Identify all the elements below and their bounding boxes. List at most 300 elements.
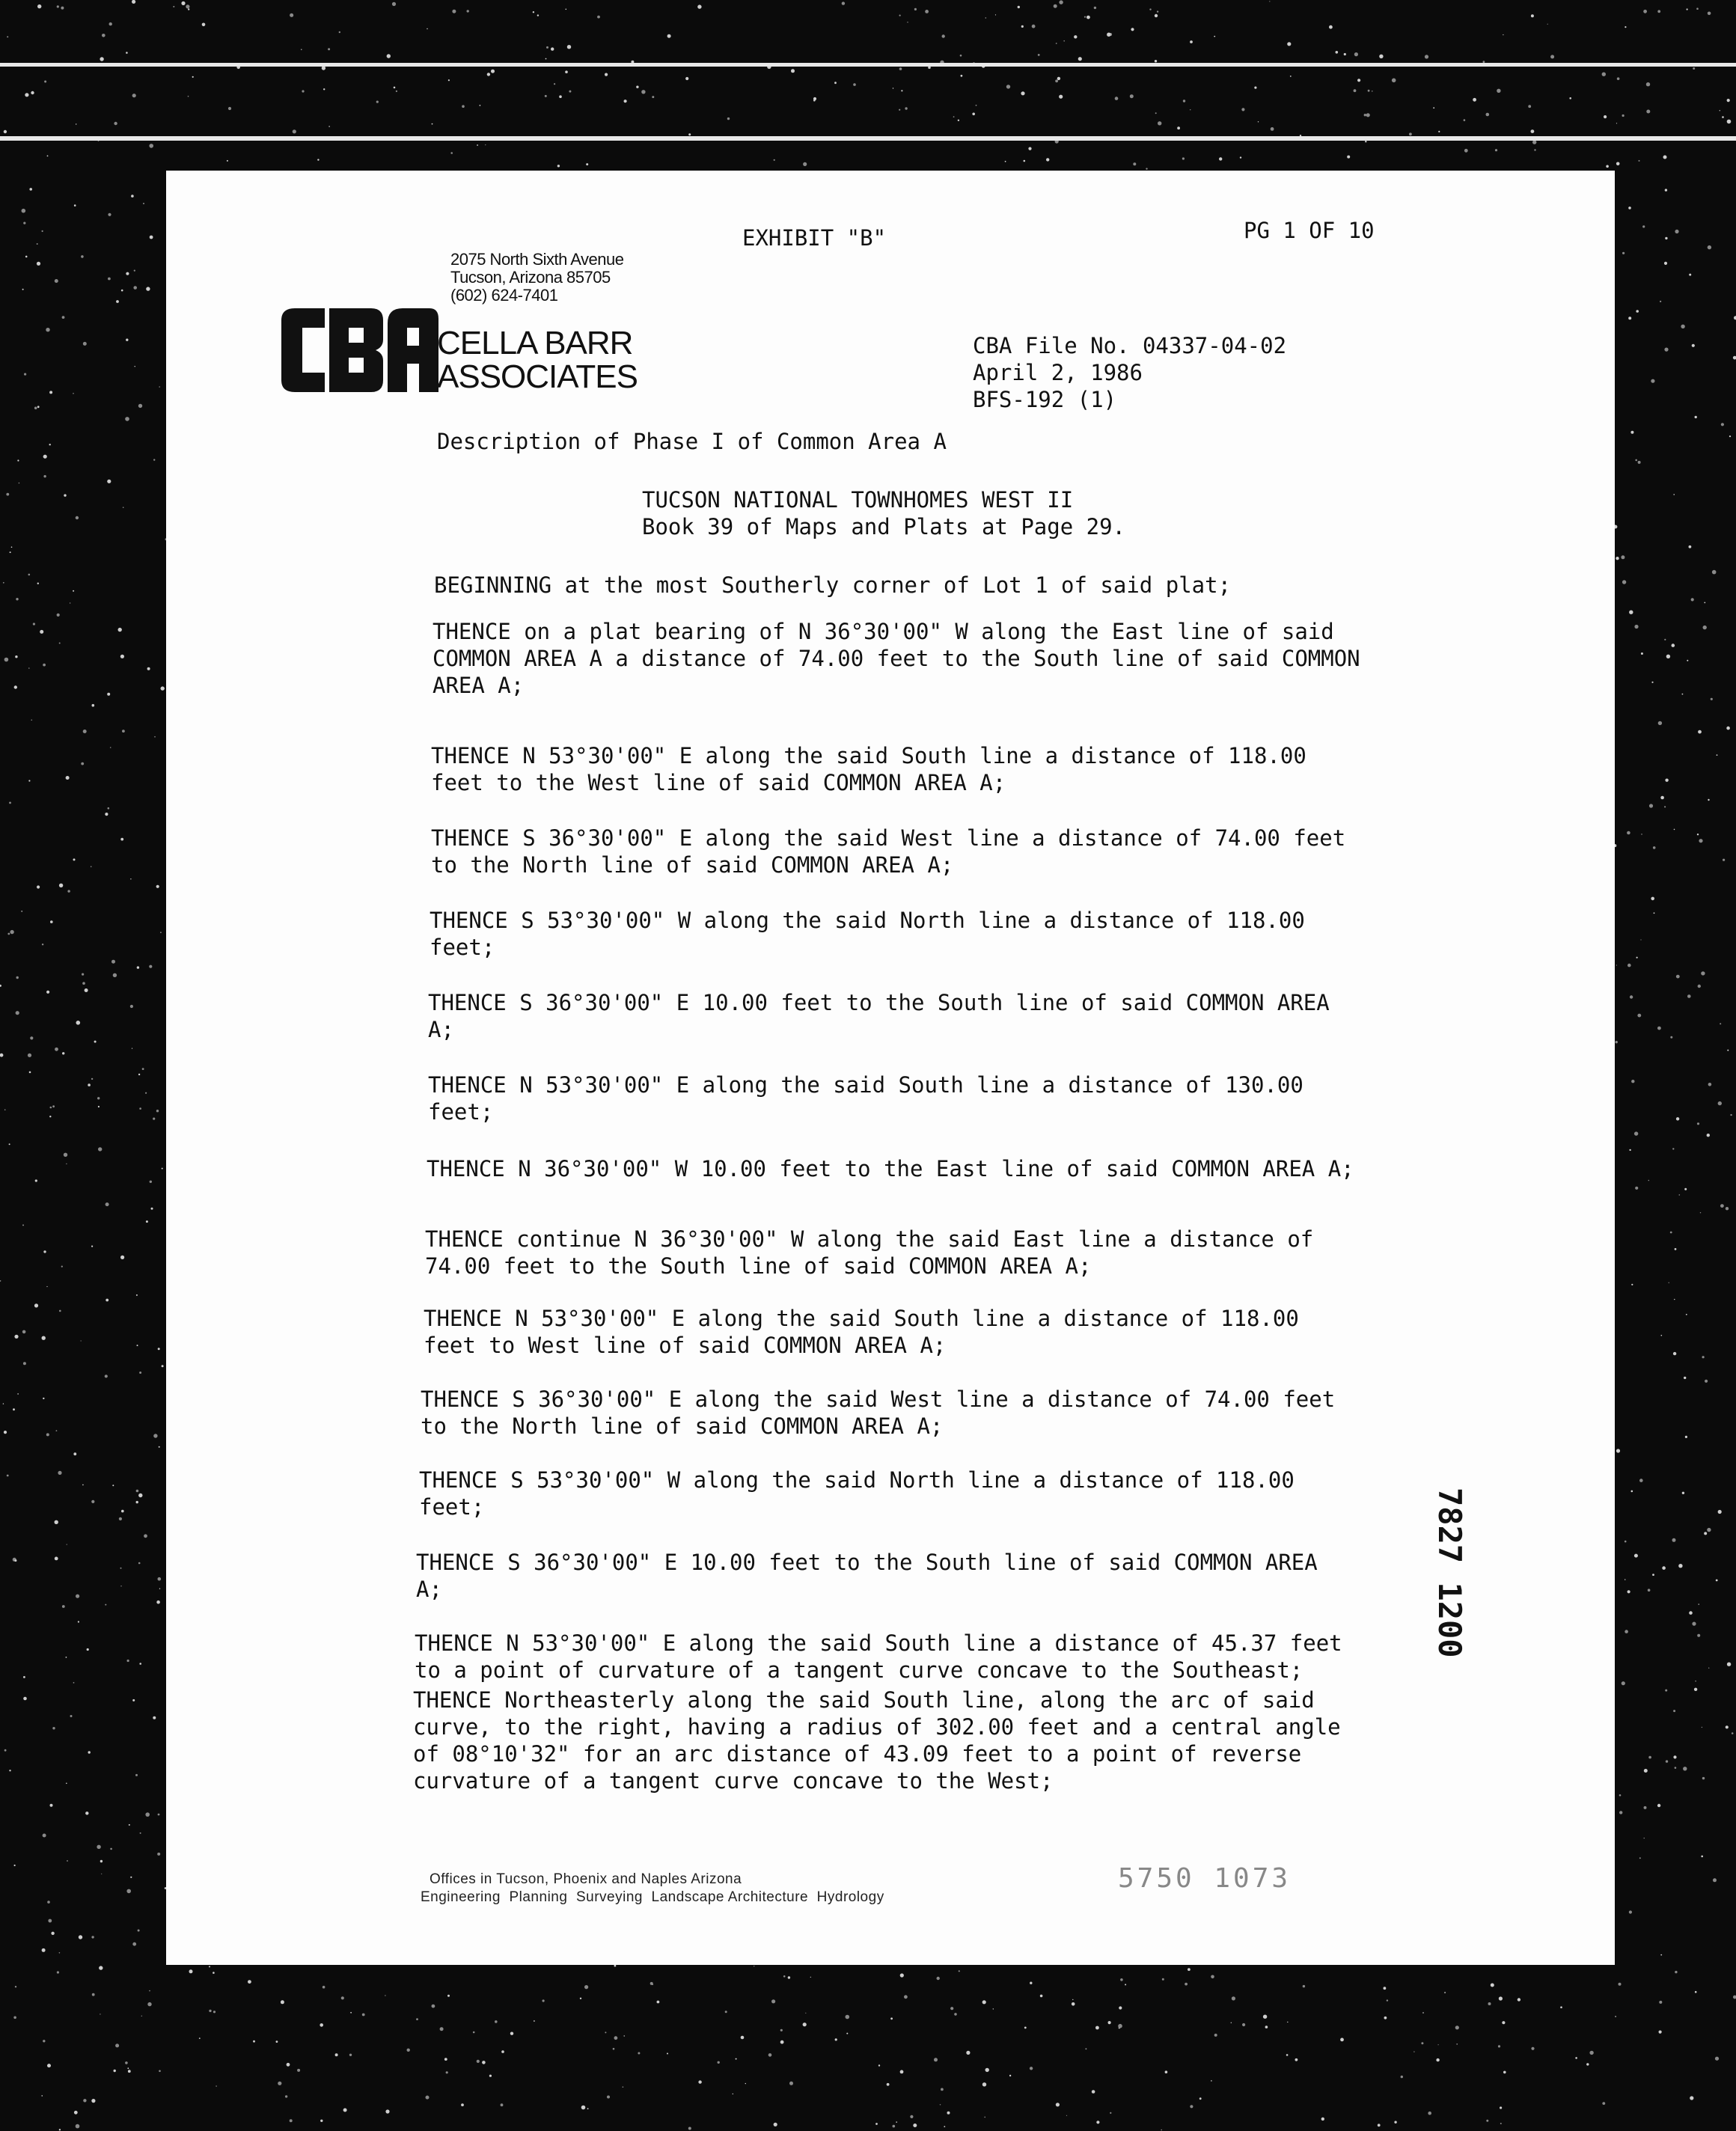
noise-speck — [22, 209, 26, 213]
noise-speck — [58, 1471, 61, 1475]
noise-speck — [1689, 545, 1692, 548]
noise-speck — [636, 86, 638, 88]
noise-speck — [91, 1078, 93, 1080]
noise-speck — [73, 1682, 75, 1684]
noise-speck — [76, 516, 79, 519]
noise-speck — [376, 101, 379, 103]
noise-speck — [362, 2014, 365, 2017]
noise-speck — [121, 290, 123, 292]
noise-speck — [146, 287, 150, 290]
noise-speck — [59, 1952, 61, 1954]
noise-speck — [580, 1998, 581, 1999]
paragraph-2-line-3: AREA A; — [433, 673, 525, 698]
noise-speck — [1030, 1982, 1032, 1984]
noise-speck — [1329, 25, 1333, 29]
noise-speck — [1021, 25, 1024, 28]
noise-speck — [1698, 985, 1701, 988]
noise-speck — [1586, 2063, 1589, 2065]
noise-speck — [145, 1812, 150, 1817]
noise-speck — [1357, 79, 1360, 82]
noise-speck — [652, 1984, 653, 1985]
noise-speck — [1368, 90, 1370, 92]
noise-speck — [16, 598, 18, 600]
noise-speck — [1675, 1767, 1677, 1769]
noise-speck — [1109, 33, 1112, 36]
noise-speck — [1384, 1987, 1387, 1990]
noise-speck — [1695, 1991, 1697, 1993]
noise-speck — [57, 1971, 59, 1973]
noise-speck — [13, 1558, 16, 1562]
noise-speck — [1456, 2043, 1458, 2045]
noise-speck — [1621, 555, 1625, 559]
noise-speck — [736, 2058, 737, 2060]
noise-speck — [1040, 1995, 1043, 1998]
noise-speck — [1702, 1356, 1705, 1358]
noise-speck — [1703, 626, 1707, 629]
subdivision-name: TUCSON NATIONAL TOWNHOMES WEST II — [642, 487, 1074, 513]
noise-speck — [138, 1493, 142, 1497]
noise-speck — [1726, 727, 1730, 730]
noise-speck — [22, 1224, 24, 1226]
noise-speck — [899, 15, 901, 16]
noise-speck — [1630, 995, 1633, 998]
noise-speck — [137, 1345, 138, 1346]
noise-speck — [118, 628, 122, 632]
noise-speck — [1727, 120, 1732, 124]
noise-speck — [66, 776, 70, 780]
noise-speck — [1622, 1681, 1625, 1685]
noise-speck — [842, 1, 845, 4]
paragraph-4-line-2: to the North line of said COMMON AREA A; — [431, 852, 954, 878]
noise-speck — [1695, 416, 1697, 418]
noise-speck — [29, 188, 32, 191]
noise-speck — [1646, 82, 1650, 86]
noise-speck — [78, 1621, 79, 1622]
noise-speck — [1628, 1590, 1630, 1593]
noise-speck — [1146, 168, 1147, 169]
noise-speck — [1660, 1954, 1662, 1956]
paragraph-12-line-2: feet; — [419, 1494, 485, 1520]
noise-speck — [1344, 53, 1346, 55]
noise-speck — [910, 2115, 913, 2118]
noise-speck — [37, 4, 41, 8]
noise-speck — [158, 1814, 160, 1816]
noise-speck — [151, 1208, 153, 1210]
noise-speck — [30, 1036, 33, 1039]
noise-speck — [132, 0, 135, 4]
firm-name-line1: CELLA BARR — [437, 325, 633, 361]
noise-speck — [1659, 2001, 1662, 2004]
noise-speck — [1699, 839, 1702, 843]
noise-speck — [900, 2070, 904, 2074]
noise-speck — [328, 48, 330, 50]
noise-speck — [501, 2103, 504, 2106]
page-indicator: PG 1 OF 10 — [1244, 218, 1375, 243]
noise-speck — [13, 2017, 16, 2020]
noise-speck — [43, 2040, 45, 2042]
noise-speck — [138, 404, 142, 408]
noise-speck — [1721, 423, 1724, 426]
paragraph-5-line-1: THENCE S 53°30'00" W along the said North line a distance of 118.00 — [430, 908, 1305, 933]
noise-speck — [1500, 2123, 1502, 2124]
firm-name-line2: ASSOCIATES — [437, 358, 638, 395]
noise-speck — [995, 14, 996, 15]
noise-speck — [11, 546, 13, 548]
noise-speck — [1161, 2130, 1162, 2131]
noise-speck — [138, 1562, 141, 1565]
noise-speck — [138, 1930, 140, 1932]
noise-speck — [43, 1250, 46, 1253]
noise-speck — [1622, 114, 1625, 117]
noise-speck — [1119, 2027, 1120, 2028]
noise-speck — [91, 1936, 94, 1938]
noise-speck — [1421, 2042, 1423, 2044]
noise-speck — [138, 1074, 140, 1075]
noise-speck — [638, 2052, 640, 2055]
noise-speck — [447, 1995, 450, 1997]
noise-speck — [14, 685, 17, 688]
noise-speck — [887, 2083, 890, 2086]
reference-number: BFS-192 (1) — [973, 387, 1117, 412]
noise-speck — [1438, 2044, 1439, 2045]
subdivision-book: Book 39 of Maps and Plats at Page 29. — [642, 514, 1126, 539]
noise-speck — [1055, 79, 1058, 82]
recording-stamp-number: 7827 1200 — [1431, 1488, 1468, 1658]
noise-speck — [1700, 1212, 1701, 1213]
noise-speck — [66, 1783, 67, 1785]
noise-speck — [1696, 7, 1699, 10]
noise-speck — [1115, 97, 1119, 100]
noise-speck — [1547, 24, 1548, 25]
noise-speck — [290, 13, 293, 17]
noise-speck — [149, 1990, 150, 1992]
noise-speck — [993, 2008, 994, 2009]
noise-speck — [17, 1393, 19, 1395]
noise-speck — [55, 1557, 58, 1561]
noise-speck — [1491, 1984, 1494, 1987]
noise-speck — [139, 1372, 141, 1374]
noise-speck — [19, 483, 20, 484]
noise-speck — [1639, 1857, 1641, 1859]
noise-speck — [557, 165, 560, 167]
noise-speck — [1032, 25, 1036, 28]
noise-speck — [73, 1452, 76, 1455]
letterhead-phone: (602) 624-7401 — [450, 286, 558, 305]
noise-speck — [73, 393, 74, 394]
noise-speck — [92, 704, 95, 707]
noise-speck — [105, 1375, 108, 1378]
noise-speck — [1131, 28, 1134, 31]
paragraph-4-line-1: THENCE S 36°30'00" E along the said West line a distance of 74.00 feet — [431, 825, 1346, 851]
noise-speck — [1072, 2002, 1075, 2006]
scan-edge-line — [0, 136, 1736, 141]
noise-speck — [1664, 348, 1668, 352]
noise-speck — [81, 255, 84, 258]
noise-speck — [510, 2032, 513, 2035]
noise-speck — [685, 77, 688, 80]
noise-speck — [1085, 2048, 1086, 2049]
noise-speck — [1024, 160, 1026, 162]
noise-speck — [59, 1310, 61, 1312]
noise-speck — [1108, 2021, 1111, 2024]
noise-speck — [158, 1348, 160, 1350]
noise-speck — [188, 8, 189, 10]
noise-speck — [199, 2037, 201, 2039]
noise-speck — [97, 1845, 100, 1849]
noise-speck — [1631, 1284, 1633, 1285]
noise-speck — [551, 47, 554, 50]
noise-speck — [132, 1699, 135, 1702]
noise-speck — [387, 54, 391, 58]
noise-speck — [1092, 2090, 1095, 2094]
noise-speck — [1616, 1449, 1620, 1452]
noise-speck — [320, 2120, 323, 2122]
noise-speck — [741, 2036, 745, 2040]
noise-speck — [228, 107, 231, 110]
noise-speck — [1658, 721, 1662, 725]
noise-speck — [960, 55, 962, 57]
noise-speck — [34, 1303, 38, 1307]
document-body — [166, 171, 1615, 1965]
noise-speck — [1646, 110, 1650, 114]
paragraph-10-line-1: THENCE N 53°30'00" E along the said South line a distance of 118.00 — [424, 1306, 1299, 1331]
noise-speck — [1726, 1725, 1729, 1728]
noise-speck — [115, 2043, 119, 2047]
noise-speck — [914, 8, 917, 10]
noise-speck — [56, 1430, 58, 1431]
noise-speck — [1009, 2075, 1011, 2076]
noise-speck — [1125, 1984, 1126, 1985]
noise-speck — [623, 2086, 624, 2088]
noise-speck — [1095, 2026, 1099, 2030]
noise-speck — [323, 88, 325, 90]
noise-speck — [46, 1286, 47, 1287]
noise-speck — [25, 93, 28, 97]
noise-speck — [953, 116, 955, 117]
noise-speck — [125, 2061, 128, 2064]
noise-speck — [1651, 682, 1653, 683]
noise-speck — [276, 2040, 278, 2043]
noise-speck — [116, 300, 119, 303]
noise-speck — [46, 991, 49, 994]
noise-speck — [1634, 1131, 1638, 1135]
noise-speck — [1635, 459, 1637, 462]
noise-speck — [605, 73, 608, 76]
noise-speck — [91, 1246, 93, 1247]
noise-speck — [9, 802, 11, 804]
noise-speck — [4, 1749, 7, 1752]
noise-speck — [1625, 1630, 1628, 1633]
noise-speck — [789, 2082, 793, 2085]
noise-speck — [159, 386, 160, 388]
noise-speck — [491, 70, 495, 73]
noise-speck — [100, 57, 103, 61]
paragraph-1-line-1: BEGINNING at the most Southerly corner of Lot 1 of said plat; — [434, 572, 1232, 598]
paragraph-13-line-1: THENCE S 36°30'00" E 10.00 feet to the South line of said COMMON AREA — [416, 1550, 1318, 1575]
noise-speck — [0, 1280, 1, 1282]
noise-speck — [61, 7, 64, 10]
noise-speck — [925, 10, 929, 13]
noise-speck — [1054, 4, 1057, 8]
document-date: April 2, 1986 — [973, 360, 1143, 385]
noise-speck — [893, 2125, 896, 2128]
noise-speck — [1676, 1117, 1679, 1120]
noise-speck — [1641, 834, 1642, 835]
noise-speck — [83, 2099, 86, 2102]
noise-speck — [788, 1976, 790, 1978]
noise-speck — [1241, 108, 1244, 111]
noise-speck — [1708, 1668, 1709, 1669]
noise-speck — [114, 122, 117, 125]
noise-speck — [159, 1446, 160, 1448]
noise-speck — [47, 2064, 51, 2067]
noise-speck — [1185, 1983, 1188, 1986]
noise-speck — [1422, 2012, 1424, 2014]
noise-speck — [1287, 2022, 1288, 2023]
noise-speck — [1636, 310, 1639, 313]
noise-speck — [1438, 131, 1440, 132]
noise-speck — [1464, 119, 1466, 121]
noise-speck — [941, 2088, 944, 2091]
noise-speck — [1708, 245, 1711, 249]
noise-speck — [614, 1965, 617, 1967]
noise-speck — [139, 1107, 141, 1110]
noise-speck — [1718, 1510, 1722, 1514]
noise-speck — [46, 1433, 49, 1436]
noise-speck — [1021, 91, 1024, 95]
noise-speck — [1107, 33, 1110, 37]
noise-speck — [1687, 660, 1688, 661]
noise-speck — [126, 1889, 131, 1894]
noise-speck — [444, 2058, 447, 2061]
noise-speck — [74, 2111, 78, 2115]
noise-speck — [961, 75, 963, 77]
noise-speck — [487, 73, 490, 76]
noise-speck — [191, 1971, 192, 1972]
noise-speck — [835, 2038, 837, 2040]
noise-speck — [1183, 100, 1185, 102]
noise-speck — [1716, 1580, 1718, 1582]
noise-speck — [803, 162, 807, 166]
noise-speck — [181, 1, 185, 5]
noise-speck — [57, 5, 59, 7]
noise-speck — [1602, 2102, 1605, 2105]
noise-speck — [1024, 2027, 1027, 2029]
noise-speck — [55, 279, 58, 283]
noise-speck — [1188, 1968, 1191, 1971]
noise-speck — [1190, 109, 1191, 110]
noise-speck — [6, 493, 9, 496]
noise-speck — [1631, 1491, 1633, 1493]
noise-speck — [44, 81, 46, 83]
noise-speck — [94, 1041, 97, 1043]
noise-speck — [41, 2095, 43, 2097]
noise-speck — [1675, 1248, 1677, 1250]
paragraph-2-line-1: THENCE on a plat bearing of N 36°30'00" W along the East line of said — [433, 619, 1334, 644]
noise-speck — [145, 1092, 147, 1094]
noise-speck — [1211, 2080, 1212, 2082]
noise-speck — [1622, 252, 1625, 254]
noise-speck — [1707, 1134, 1710, 1137]
noise-speck — [42, 1948, 46, 1952]
noise-speck — [495, 2020, 498, 2023]
noise-speck — [322, 66, 326, 70]
noise-speck — [1644, 1806, 1647, 1809]
noise-speck — [49, 391, 52, 394]
noise-speck — [135, 1774, 138, 1776]
noise-speck — [667, 2053, 668, 2055]
noise-speck — [1729, 435, 1731, 437]
noise-speck — [120, 1568, 122, 1569]
noise-speck — [652, 96, 654, 98]
noise-speck — [1290, 76, 1292, 77]
noise-speck — [126, 339, 128, 341]
firm-name — [437, 326, 638, 394]
noise-speck — [569, 91, 571, 93]
noise-speck — [813, 97, 816, 100]
noise-speck — [4, 130, 7, 133]
noise-speck — [976, 105, 977, 106]
noise-speck — [1682, 694, 1684, 695]
noise-speck — [959, 1970, 960, 1972]
noise-speck — [323, 1986, 326, 1989]
noise-speck — [982, 2000, 986, 2004]
noise-speck — [1364, 114, 1366, 116]
noise-speck — [33, 623, 35, 625]
noise-speck — [942, 34, 945, 37]
noise-speck — [156, 1110, 159, 1112]
noise-speck — [82, 1485, 84, 1486]
noise-speck — [1629, 611, 1633, 614]
noise-speck — [140, 1832, 141, 1834]
noise-speck — [107, 693, 110, 696]
noise-speck — [62, 1605, 65, 1608]
noise-speck — [1384, 2017, 1387, 2020]
noise-speck — [120, 1256, 124, 1259]
noise-speck — [146, 1220, 148, 1223]
noise-speck — [810, 1977, 811, 1978]
noise-speck — [899, 109, 900, 111]
noise-speck — [546, 46, 548, 49]
noise-speck — [1287, 42, 1291, 46]
noise-speck — [545, 95, 547, 97]
noise-speck — [1672, 643, 1675, 647]
noise-speck — [1635, 1187, 1638, 1190]
noise-speck — [3, 1403, 4, 1404]
scan-edge-line — [0, 63, 1736, 67]
noise-speck — [99, 1966, 103, 1969]
noise-speck — [1664, 262, 1667, 265]
noise-speck — [83, 730, 87, 733]
noise-speck — [1717, 754, 1718, 756]
noise-speck — [846, 2015, 850, 2020]
noise-speck — [302, 90, 304, 92]
noise-speck — [1684, 1188, 1687, 1190]
noise-speck — [143, 203, 144, 204]
noise-speck — [1660, 301, 1661, 302]
noise-speck — [440, 2027, 444, 2031]
noise-speck — [1589, 2051, 1593, 2055]
noise-speck — [100, 1860, 103, 1862]
noise-speck — [137, 966, 139, 968]
noise-speck — [878, 2064, 880, 2066]
noise-speck — [110, 747, 111, 748]
noise-speck — [0, 1054, 3, 1057]
noise-speck — [52, 1727, 55, 1729]
noise-speck — [52, 1105, 55, 1107]
noise-speck — [1673, 1710, 1675, 1712]
noise-speck — [91, 1500, 94, 1503]
